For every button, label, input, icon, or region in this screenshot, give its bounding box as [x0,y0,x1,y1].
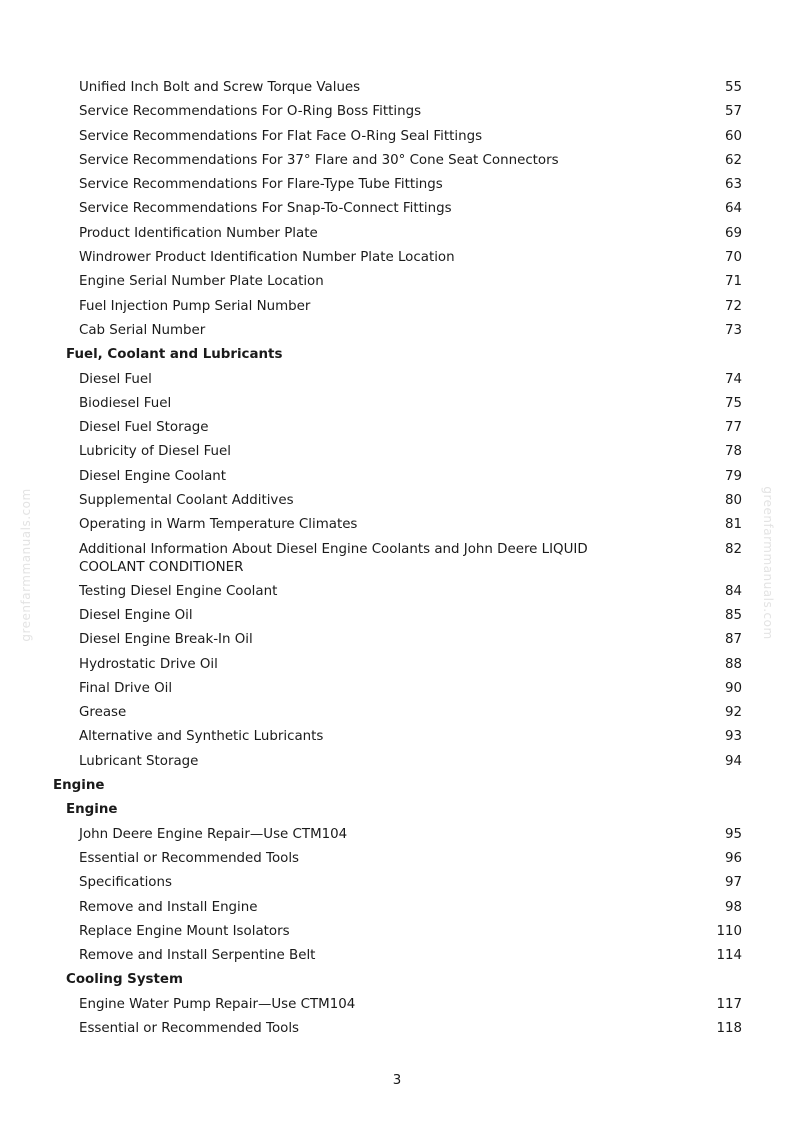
toc-entry[interactable] [0,392,794,416]
toc-entry[interactable] [0,173,794,197]
watermark-right: greenfarmmanuals.com [761,486,775,640]
toc-entry-title: Diesel Engine Oil [79,607,193,623]
toc-page-number: 79 [724,468,742,484]
toc-entry-title: Service Recommendations For Flat Face O-Ring Seal Fittings [79,128,483,144]
toc-entry-title: John Deere Engine Repair—Use CTM104 [79,826,348,842]
toc-entry-title: Lubricant Storage [79,753,199,769]
toc-page-number: 81 [724,517,742,533]
toc-entry-title: Essential or Recommended Tools [79,850,300,866]
toc-page-number: 78 [724,444,742,460]
toc-entry[interactable] [0,701,794,725]
toc-entry[interactable] [0,538,794,580]
toc-page-number: 74 [724,371,742,387]
toc-entry-title: Lubricity of Diesel Fuel [79,444,231,460]
toc-entry-title: Service Recommendations For Flare-Type Tube Fittings [79,177,443,193]
toc-entry[interactable] [0,604,794,628]
toc-section-heading [0,798,794,822]
toc-entry[interactable] [0,920,794,944]
toc-entry[interactable] [0,750,794,774]
section-title: Fuel, Coolant and Lubricants [66,347,283,363]
toc-entry[interactable] [0,246,794,270]
toc-page-number: 62 [724,152,742,168]
toc-page-number: 97 [724,875,742,891]
toc-entry-title: Diesel Fuel [79,371,152,387]
toc-page-number: 117 [716,996,742,1012]
toc-entry-title: Windrower Product Identification Number Plate Location [79,250,455,266]
toc-page-number: 98 [724,899,742,915]
toc-entry[interactable] [0,628,794,652]
toc-entry[interactable] [0,100,794,124]
toc-page-number: 55 [724,80,742,95]
toc-page-number: 71 [724,274,742,290]
toc-entry-title: Specifications [79,875,172,891]
toc-page-number: 84 [724,583,742,599]
toc-entry-title: Alternative and Synthetic Lubricants [79,729,324,745]
toc-page-number: 60 [724,128,742,144]
toc-entry-title: Replace Engine Mount Isolators [79,923,290,939]
toc-entry-title: Operating in Warm Temperature Climates [79,517,358,533]
toc-entry-title: Remove and Install Engine [79,899,258,915]
toc-page-number: 90 [724,680,742,696]
toc-page-number: 73 [724,322,742,338]
toc-entry[interactable] [0,416,794,440]
toc-entry-title: Additional Information About Diesel Engine Coolants and John Deere LIQUID COOLANT CONDITIONER [79,541,588,575]
toc-page-number: 88 [724,656,742,672]
toc-entry-title: Fuel Injection Pump Serial Number [79,298,311,314]
toc-entry-title: Biodiesel Fuel [79,395,172,411]
toc-page-number: 118 [716,1020,742,1036]
toc-page-number: 69 [724,225,742,241]
table-of-contents [0,76,794,1041]
toc-page-number: 110 [716,923,742,939]
toc-entry[interactable] [0,222,794,246]
toc-entry[interactable] [0,319,794,343]
toc-entry-title: Engine Water Pump Repair—Use CTM104 [79,996,356,1012]
toc-entry[interactable] [0,295,794,319]
toc-page-number: 96 [724,850,742,866]
toc-section-heading [0,774,794,798]
toc-page-number: 87 [724,632,742,648]
toc-entry[interactable] [0,653,794,677]
toc-entry[interactable] [0,580,794,604]
toc-entry[interactable] [0,896,794,920]
toc-entry-title: Final Drive Oil [79,680,173,696]
toc-section-heading [0,968,794,992]
toc-page-number: 72 [724,298,742,314]
toc-entry[interactable] [0,270,794,294]
toc-entry-title: Engine Serial Number Plate Location [79,274,324,290]
toc-entry[interactable] [0,1017,794,1041]
watermark-left: greenfarmmanuals.com [19,488,33,642]
toc-entry-title: Diesel Engine Break-In Oil [79,632,253,648]
toc-page-number: 75 [724,395,742,411]
toc-page-number: 80 [724,493,742,509]
toc-entry[interactable] [0,197,794,221]
toc-entry-title: Testing Diesel Engine Coolant [79,583,278,599]
toc-entry[interactable] [0,823,794,847]
toc-entry-title: Cab Serial Number [79,322,206,338]
section-title: Engine [53,778,105,794]
toc-page-number: 95 [724,826,742,842]
toc-page-number: 114 [716,948,742,964]
toc-entry[interactable] [0,993,794,1017]
toc-entry-title: Remove and Install Serpentine Belt [79,948,316,964]
section-title: Cooling System [66,972,183,988]
toc-entry[interactable] [0,847,794,871]
toc-entry-title: Service Recommendations For 37° Flare and 30° Cone Seat Connectors [79,152,559,168]
toc-entry-title: Unified Inch Bolt and Screw Torque Values [79,80,361,95]
page-number: 3 [392,1073,402,1088]
toc-entry[interactable] [0,465,794,489]
toc-page-number: 92 [724,705,742,721]
toc-entry[interactable] [0,513,794,537]
toc-entry-title: Diesel Engine Coolant [79,468,227,484]
toc-page-number: 94 [724,753,742,769]
toc-page-number: 64 [724,201,742,217]
toc-entry-title: Grease [79,705,127,721]
toc-entry[interactable] [0,368,794,392]
toc-entry-title: Diesel Fuel Storage [79,420,209,436]
toc-page-number: 93 [724,729,742,745]
toc-entry-title: Hydrostatic Drive Oil [79,656,218,672]
toc-entry[interactable] [0,944,794,968]
toc-section-heading [0,343,794,367]
toc-entry[interactable] [0,871,794,895]
toc-page-number: 63 [724,177,742,193]
toc-entry[interactable] [0,489,794,513]
toc-entry-title: Product Identification Number Plate [79,225,318,241]
toc-entry[interactable] [0,440,794,464]
toc-page-number: 77 [724,420,742,436]
toc-entry[interactable] [0,725,794,749]
toc-page-number: 85 [724,607,742,623]
toc-page-number: 70 [724,250,742,266]
toc-entry[interactable] [0,125,794,149]
section-title: Engine [66,802,118,818]
toc-entry[interactable] [0,76,794,100]
toc-page-number: 82 [724,541,742,557]
toc-entry-title: Supplemental Coolant Additives [79,493,294,509]
toc-entry[interactable] [0,149,794,173]
toc-entry-title: Essential or Recommended Tools [79,1020,300,1036]
toc-page-number: 57 [724,104,742,120]
toc-entry[interactable] [0,677,794,701]
toc-entry-title: Service Recommendations For Snap-To-Connect Fittings [79,201,452,217]
toc-entry-title: Service Recommendations For O-Ring Boss Fittings [79,104,422,120]
